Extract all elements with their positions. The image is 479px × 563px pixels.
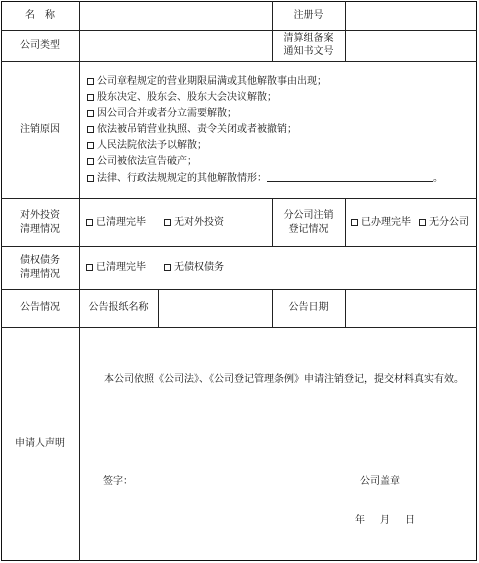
debt-option-cleared[interactable]: 已清理完毕 bbox=[86, 262, 146, 274]
date-day-label: 日 bbox=[405, 515, 415, 526]
reason-item-other[interactable]: 法律、行政法规规定的其他解散情形： 。 bbox=[87, 172, 443, 185]
investment-option-none[interactable]: 无对外投资 bbox=[164, 217, 224, 229]
checkbox[interactable] bbox=[87, 158, 94, 165]
newspaper-field[interactable] bbox=[159, 290, 271, 326]
checkbox[interactable] bbox=[87, 78, 94, 85]
registration-no-label: 注册号 bbox=[293, 10, 324, 21]
branch-label-line1: 分公司注销 bbox=[283, 210, 334, 221]
date-month-label: 月 bbox=[380, 515, 390, 526]
company-type-field[interactable] bbox=[80, 31, 271, 60]
company-seal-label: 公司盖章 bbox=[360, 476, 400, 487]
reason-item[interactable]: 公司章程规定的营业期限届满或其他解散事由出现； bbox=[87, 76, 327, 88]
row-divider-2 bbox=[1, 61, 477, 62]
checkbox[interactable] bbox=[86, 264, 93, 271]
signature-field[interactable] bbox=[135, 470, 275, 492]
name-label: 名 称 bbox=[25, 10, 55, 21]
declaration-statement: 本公司依照《公司法》、《公司登记管理条例》申请注销登记，提交材料真实有效。 bbox=[104, 374, 464, 385]
liquidation-notice-label-line2: 通知书文号 bbox=[283, 46, 334, 57]
checkbox[interactable] bbox=[87, 175, 94, 182]
investment-label-line1: 对外投资 bbox=[20, 210, 60, 221]
reason-item[interactable]: 人民法院依法予以解散； bbox=[87, 140, 207, 152]
checkbox[interactable] bbox=[164, 264, 171, 271]
announcement-date-field[interactable] bbox=[346, 290, 475, 326]
reason-item[interactable]: 公司被依法宣告破产； bbox=[87, 156, 197, 168]
announcement-label: 公告情况 bbox=[20, 302, 60, 313]
branch-label-line2: 登记情况 bbox=[288, 224, 329, 235]
row-divider-6 bbox=[1, 327, 477, 328]
cancellation-reason-label: 注销原因 bbox=[20, 124, 60, 135]
company-type-label: 公司类型 bbox=[20, 40, 60, 51]
reason-item[interactable]: 股东决定、股东会、股东大会决议解散； bbox=[87, 92, 277, 104]
liquidation-notice-label-line1: 清算组备案 bbox=[283, 33, 334, 44]
signature-label: 签字： bbox=[103, 476, 133, 487]
reason-item[interactable]: 因公司合并或者分立需要解散； bbox=[87, 108, 237, 120]
checkbox[interactable] bbox=[87, 126, 94, 133]
liquidation-notice-field[interactable] bbox=[346, 31, 475, 60]
date-year-label: 年 bbox=[355, 515, 365, 526]
name-field[interactable] bbox=[80, 2, 271, 29]
checkbox[interactable] bbox=[87, 142, 94, 149]
debt-option-none[interactable]: 无债权债务 bbox=[164, 262, 224, 274]
checkbox[interactable] bbox=[87, 110, 94, 117]
checkbox[interactable] bbox=[87, 94, 94, 101]
branch-option-none[interactable]: 无分公司 bbox=[419, 217, 469, 229]
other-reason-blank[interactable] bbox=[267, 172, 433, 182]
investment-mid-divider bbox=[272, 198, 273, 246]
investment-right-divider bbox=[345, 198, 346, 246]
newspaper-label: 公告报纸名称 bbox=[88, 302, 149, 313]
reason-item[interactable]: 依法被吊销营业执照、责令关闭或者被撤销； bbox=[87, 124, 297, 136]
row-divider-3 bbox=[1, 198, 477, 199]
registration-no-field[interactable] bbox=[346, 2, 475, 29]
row-divider-4 bbox=[1, 246, 477, 247]
checkbox[interactable] bbox=[164, 219, 171, 226]
checkbox[interactable] bbox=[351, 219, 358, 226]
debt-label-line2: 清理情况 bbox=[20, 269, 60, 280]
debt-label-line1: 债权债务 bbox=[20, 255, 60, 266]
checkbox[interactable] bbox=[419, 219, 426, 226]
investment-option-cleared[interactable]: 已清理完毕 bbox=[86, 217, 146, 229]
investment-label-line2: 清理情况 bbox=[20, 224, 60, 235]
declaration-label: 申请人声明 bbox=[15, 438, 65, 449]
branch-option-done[interactable]: 已办理完毕 bbox=[351, 217, 411, 229]
checkbox[interactable] bbox=[86, 219, 93, 226]
label-column-divider bbox=[79, 1, 80, 561]
announcement-date-label: 公告日期 bbox=[288, 302, 329, 313]
